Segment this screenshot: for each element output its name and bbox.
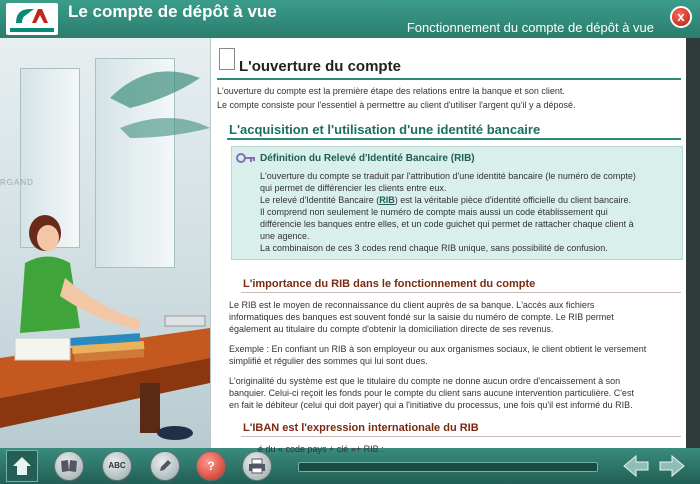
page-title: L'ouverture du compte — [239, 58, 401, 75]
body-line: informatiques des banques est souvent fondé sur la saisie du numéro de compte. Le RIB permet — [229, 312, 614, 322]
help-button[interactable]: ? — [196, 451, 226, 481]
scene-sign: RGAND — [0, 178, 34, 187]
iban-partial-line: é du « code pays + clé »+ RIB : — [258, 444, 384, 454]
definition-line: différencie les banques entre elles, et un code guichet qui permet de rattacher chaque client à — [260, 219, 634, 229]
next-arrow-icon[interactable] — [658, 454, 686, 478]
close-button[interactable]: x — [670, 6, 692, 28]
section-divider — [241, 292, 681, 293]
body-line: banquier. Celui-ci reçoit les fonds pour le compte du client sans aucune intervention particulière. C'est — [229, 388, 634, 398]
title-bar — [0, 0, 700, 38]
title-divider — [217, 78, 681, 80]
definition-line: L'ouverture du compte se traduit par l'attribution d'une identité bancaire (le numéro de compte) — [260, 171, 636, 181]
credit-agricole-logo — [6, 3, 58, 35]
body-line: également au titulaire du compte d'obtenir la domiciliation directe de ses revenus. — [229, 324, 554, 334]
definition-line: Il comprend non seulement le numéro de compte mais aussi un code établissement qui — [260, 207, 608, 217]
definition-line-rib — [260, 195, 631, 205]
body-line: Exemple : En confiant un RIB à son employeur ou aux organismes sociaux, le client obtient le versement — [229, 344, 647, 354]
logo-mark-icon — [12, 5, 52, 27]
section-heading-identite: L'acquisition et l'utilisation d'une identité bancaire — [229, 122, 541, 137]
notes-button[interactable] — [150, 451, 180, 481]
app-title: Le compte de dépôt à vue — [68, 2, 277, 21]
printer-icon — [248, 458, 266, 474]
glossary-button[interactable]: ABC — [102, 451, 132, 481]
body-line: en fait le débiteur (celui qui doit payer) qui a l'initiative du processus, une fois qu'il est informé du RIB. — [229, 400, 633, 410]
body-line: L'originalité du système est que le titulaire du compte ne donne aucun ordre d'encaissement à son — [229, 376, 621, 386]
rib-line-before: Le relevé d'Identité Bancaire ( — [260, 195, 380, 205]
key-icon — [236, 151, 256, 165]
home-icon — [7, 451, 37, 481]
woman-at-desk-illustration — [0, 38, 210, 448]
pencil-icon — [157, 458, 173, 474]
book-icon — [60, 459, 78, 473]
section-divider — [227, 138, 681, 140]
body-line: Le RIB est le moyen de reconnaissance du client auprès de sa banque. L'accès aux fichiers — [229, 300, 595, 310]
definition-box — [231, 146, 683, 260]
intro-line: Le compte consiste pour l'essentiel à permettre au client d'utiliser l'argent qu'il y a déposé. — [217, 100, 576, 110]
content-panel — [210, 38, 686, 448]
office-illustration — [0, 38, 210, 448]
print-button[interactable] — [242, 451, 272, 481]
logo-underline — [10, 28, 54, 32]
definition-line: qui permet de différencier les clients entre eux. — [260, 183, 447, 193]
definition-title: Définition du Relevé d'Identité Bancaire (RIB) — [260, 153, 475, 164]
definition-line: une agence. — [260, 231, 310, 241]
body-line: simplifié et régulier des sommes qui lui sont dues. — [229, 356, 428, 366]
intro-line: L'ouverture du compte est la première étape des relations entre la banque et son client. — [217, 86, 565, 96]
document-icon — [219, 48, 235, 70]
rib-line-after: ) est la véritable pièce d'identité officielle du client bancaire. — [394, 195, 631, 205]
module-subtitle: Fonctionnement du compte de dépôt à vue — [406, 20, 654, 35]
home-button[interactable] — [6, 450, 38, 482]
section-divider — [241, 436, 681, 437]
vertical-scrollbar[interactable] — [686, 38, 700, 448]
section-heading-iban: L'IBAN est l'expression internationale du RIB — [243, 422, 479, 434]
previous-arrow-icon[interactable] — [622, 454, 650, 478]
progress-bar — [298, 462, 598, 472]
book-button[interactable] — [54, 451, 84, 481]
section-heading-importance: L'importance du RIB dans le fonctionnement du compte — [243, 278, 536, 290]
rib-link[interactable]: RIB — [379, 195, 395, 205]
definition-line: La combinaison de ces 3 codes rend chaque RIB unique, sans possibilité de confusion. — [260, 243, 608, 253]
